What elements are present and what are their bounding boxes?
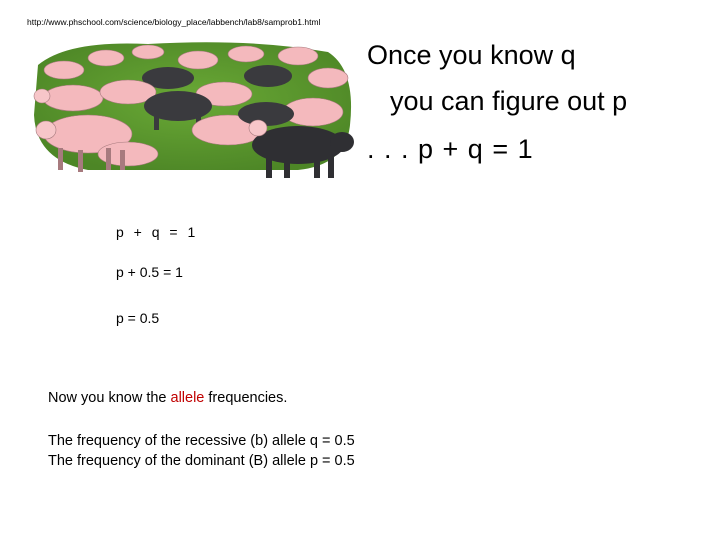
headline-line-3: . . . p + q = 1 — [367, 134, 534, 164]
dominant-frequency-line: The frequency of the dominant (B) allele p = 0.5 — [48, 453, 355, 469]
source-url: http://www.phschool.com/science/biology_place/labbench/lab8/samprob1.html — [27, 17, 321, 27]
equation-step-1: p + q = 1 — [116, 224, 199, 240]
allele-highlight: allele — [170, 390, 205, 406]
headline-line-2: you can figure out p — [390, 86, 628, 116]
pig-herd-illustration-icon — [28, 30, 358, 190]
equation-step-2: p + 0.5 = 1 — [116, 264, 183, 280]
recessive-frequency-line: The frequency of the recessive (b) allele q = 0.5 — [48, 433, 355, 449]
equation-step-3: p = 0.5 — [116, 310, 160, 326]
headline-line-1: Once you know q — [367, 40, 576, 70]
conclusion-after: frequencies. — [204, 390, 288, 406]
conclusion-before: Now you know the — [48, 390, 171, 406]
conclusion-text — [48, 390, 287, 406]
